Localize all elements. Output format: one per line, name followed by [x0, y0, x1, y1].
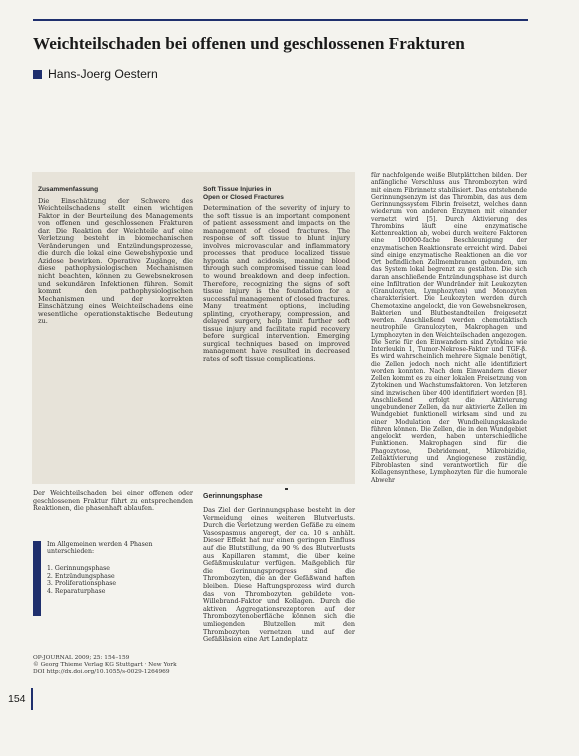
info-box-intro: Im Allgemeinen werden 4 Phasen unterschieden: — [47, 541, 153, 556]
imprint-doi: DOI http://dx.doi.org/10.1055/s-0029-1264969 — [33, 669, 170, 676]
phase-list-item: 1. Gerinnungsphase — [47, 565, 110, 572]
body-column-3-text: für nachfolgende weiße Blutplättchen bilden. Der anfängliche Verschluss aus Thrombozyten wird mit einem Fibrinnetz stabilisiert. Das entstehende Gerinnungsenzym ist das Thrombin, das aus dem Gerinnungssystem Fibrin freisetzt, welches dann wiederum von anderen Enzymen mit einander vernetzt wird [5]. Durch Aktivierung des Thrombins läuft eine enzymatische Kettenreaktion ab, wobei durch weitere Faktoren eine 100000-fache Beschleunigung der enzymatischen Reaktionsrate erreicht wird. Dabei sind einige enzymatische Reaktionen an die vor Ort befindlichen Zellmembranen gebunden, um das System lokal begrenzt zu gestalten. Die sich daran anschließende Entzündungsphase ist durch eine Infiltration der Wundränder mit Leukozyten (Granulozyten, Lymphozyten) und Monozyten charakterisiert. Die Leukozyten werden durch Chemotaxine angelockt, die von Gewebsnekrosen, Bakterien und Blutbestandteilen freigesetzt werden. Anschließend werden chemotaktisch neutrophile Granulozyten, Makrophagen und Lymphozyten in den Weichteilschaden angezogen. Die Serie für den Einwandern sind Zytokine wie Interleukin 1, Tumor-Nekrose-Faktor und TGF-β. Es wird wahrscheinlich mehrere Signale benötigt, die Zellen jedoch noch nicht alle identifiziert worden konnten. Nach dem Einwandern dieser Zellen kommt es zu einer lokalen Freisetzung von Zytokinen und Wachstumsfaktoren. Von letzteren sind inzwischen über 400 identifiziert worden [8]. Anschließend erfolgt die Aktivierung ungebundener Zellen, da nur aktivierte Zellen im Wundgebiet funktionell wirksam sind und zu einer Modulation der Wundheilungskaskade führen können. Die Zellen, die in den Wundgebiet angelockt werden, haben unterschiedliche Funktionen. Makrophagen sind für die Phagozytose, Debridement, Mikrobizidie, Zellaktivierung und Angiogenese zuständig, Fibroblasten sind verantwortlich für die Kollagensynthese, Lymphozyten für die humorale Abwehr — [371, 172, 527, 484]
body-column-3 — [371, 172, 527, 484]
top-rule — [33, 19, 528, 21]
phase-list — [47, 565, 116, 596]
author-row — [33, 67, 158, 81]
abstract-english-text: Determination of the severity of injury to the soft tissue is an important component of patient assessment and impacts on the management of closed fractures. The response of soft tissue to blunt injury involves microvascular and inflammatory processes that produce localized tissue hypoxia and acidosis, meaning blood through such compromised tissue can lead to wound breakdown and deep infection. Therefore, recognizing the signs of soft tissue injury is the foundation for a successful management of closed fractures. Many treatment options, including splinting, cryotherapy, compression, and delayed surgery, help limit further soft tissue injury and facilitate rapid recovery before surgical intervention. Emerging surgical techniques based on improved management have resulted in decreased rates of soft tissue complications. — [203, 204, 350, 364]
body-column-2-text: Das Ziel der Gerinnungsphase besteht in der Vermeidung eines weiteren Blutverlusts. Durch die Verletzung werden Gefäße zu einem Vasospasmus angeregt, der ca. 10 s anhält. Dieser Effekt hat nur einen geringen Einfluss auf die Blutstillung, da 90 % des Blutverlusts aus Kapillaren stammt, die über keine Gefäßmuskulatur verfügen. Maßgeblich für die Gerinnungsprogress sind die Thrombozyten, die an der Gefäßwand haften bleiben. Diese Haftungsprozess wird durch das von Thrombozyten gebildete von-Willebrand-Faktor und Kollagen. Durch die aktiven Aggregationsrezeptoren auf der Thrombozytenoberfläche können sich die umliegenden Blutzellen mit den Thrombozyten vernetzen und auf der Gefäßläsion eine Art Landeplatz — [203, 506, 355, 644]
abstract-german-heading: Zusammenfassung — [38, 186, 99, 193]
abstract-english-heading-1: Soft Tissue Injuries in — [203, 186, 272, 193]
phase-list-item: 2. Entzündungsphase — [47, 572, 115, 580]
info-box-bar — [33, 541, 41, 616]
phase-list-item: 3. Proliferationsphase — [47, 580, 117, 588]
abstract-german-text: Die Einschätzung der Schwere des Weichteilschadens stellt einen wichtigen Faktor in der Beurteilung des Managements von offenen und geschlossenen Frakturen dar. Die Reaktion der Weichteile auf eine Verletzung besteht in biomechanischen Veränderungen und Entzündungsprozesse, die durch die lokal eine Gewebshypoxie und Azidose bewirken. Operative Zugänge, die diese pathophysiologischen Mechanismen nicht beachten, können zu Gewebsnekrosen und sekundären Infektionen führen. Somit kommt den pathophysiologischen Mechanismen und der korrekten Einschätzung eines Weichteilschadens eine wesentliche operationstaktische Bedeutung zu. — [38, 196, 193, 326]
imprint-journal: OP-JOURNAL 2009; 25: 154–159 — [33, 655, 130, 661]
phase-list-item: 4. Reparaturphase — [47, 588, 106, 596]
intro-text: Der Weichteilschaden bei einer offenen oder geschlossenen Fraktur führt zu entsprechenden Reaktionen, die phasenhaft ablaufen. — [33, 489, 193, 513]
abstract-german — [38, 186, 193, 326]
imprint — [33, 655, 193, 677]
abstract-english — [203, 186, 350, 364]
abstract-english-heading-2: Open or Closed Fractures — [203, 193, 284, 201]
article-title: Weichteilschaden bei offenen und geschlossenen Frakturen — [33, 34, 465, 53]
page-number-bar — [31, 688, 33, 710]
bullet-mark — [285, 488, 288, 490]
page-number: 154 — [8, 693, 26, 705]
author-name: Hans-Joerg Oestern — [48, 67, 158, 81]
body-column-2 — [203, 507, 355, 644]
imprint-publisher: © Georg Thieme Verlag KG Stuttgart · New York — [33, 662, 177, 669]
phases-info-box — [33, 541, 194, 616]
intro-paragraph — [33, 490, 193, 513]
section-subheading: Gerinnungsphase — [203, 493, 263, 500]
author-square-icon — [33, 70, 42, 79]
